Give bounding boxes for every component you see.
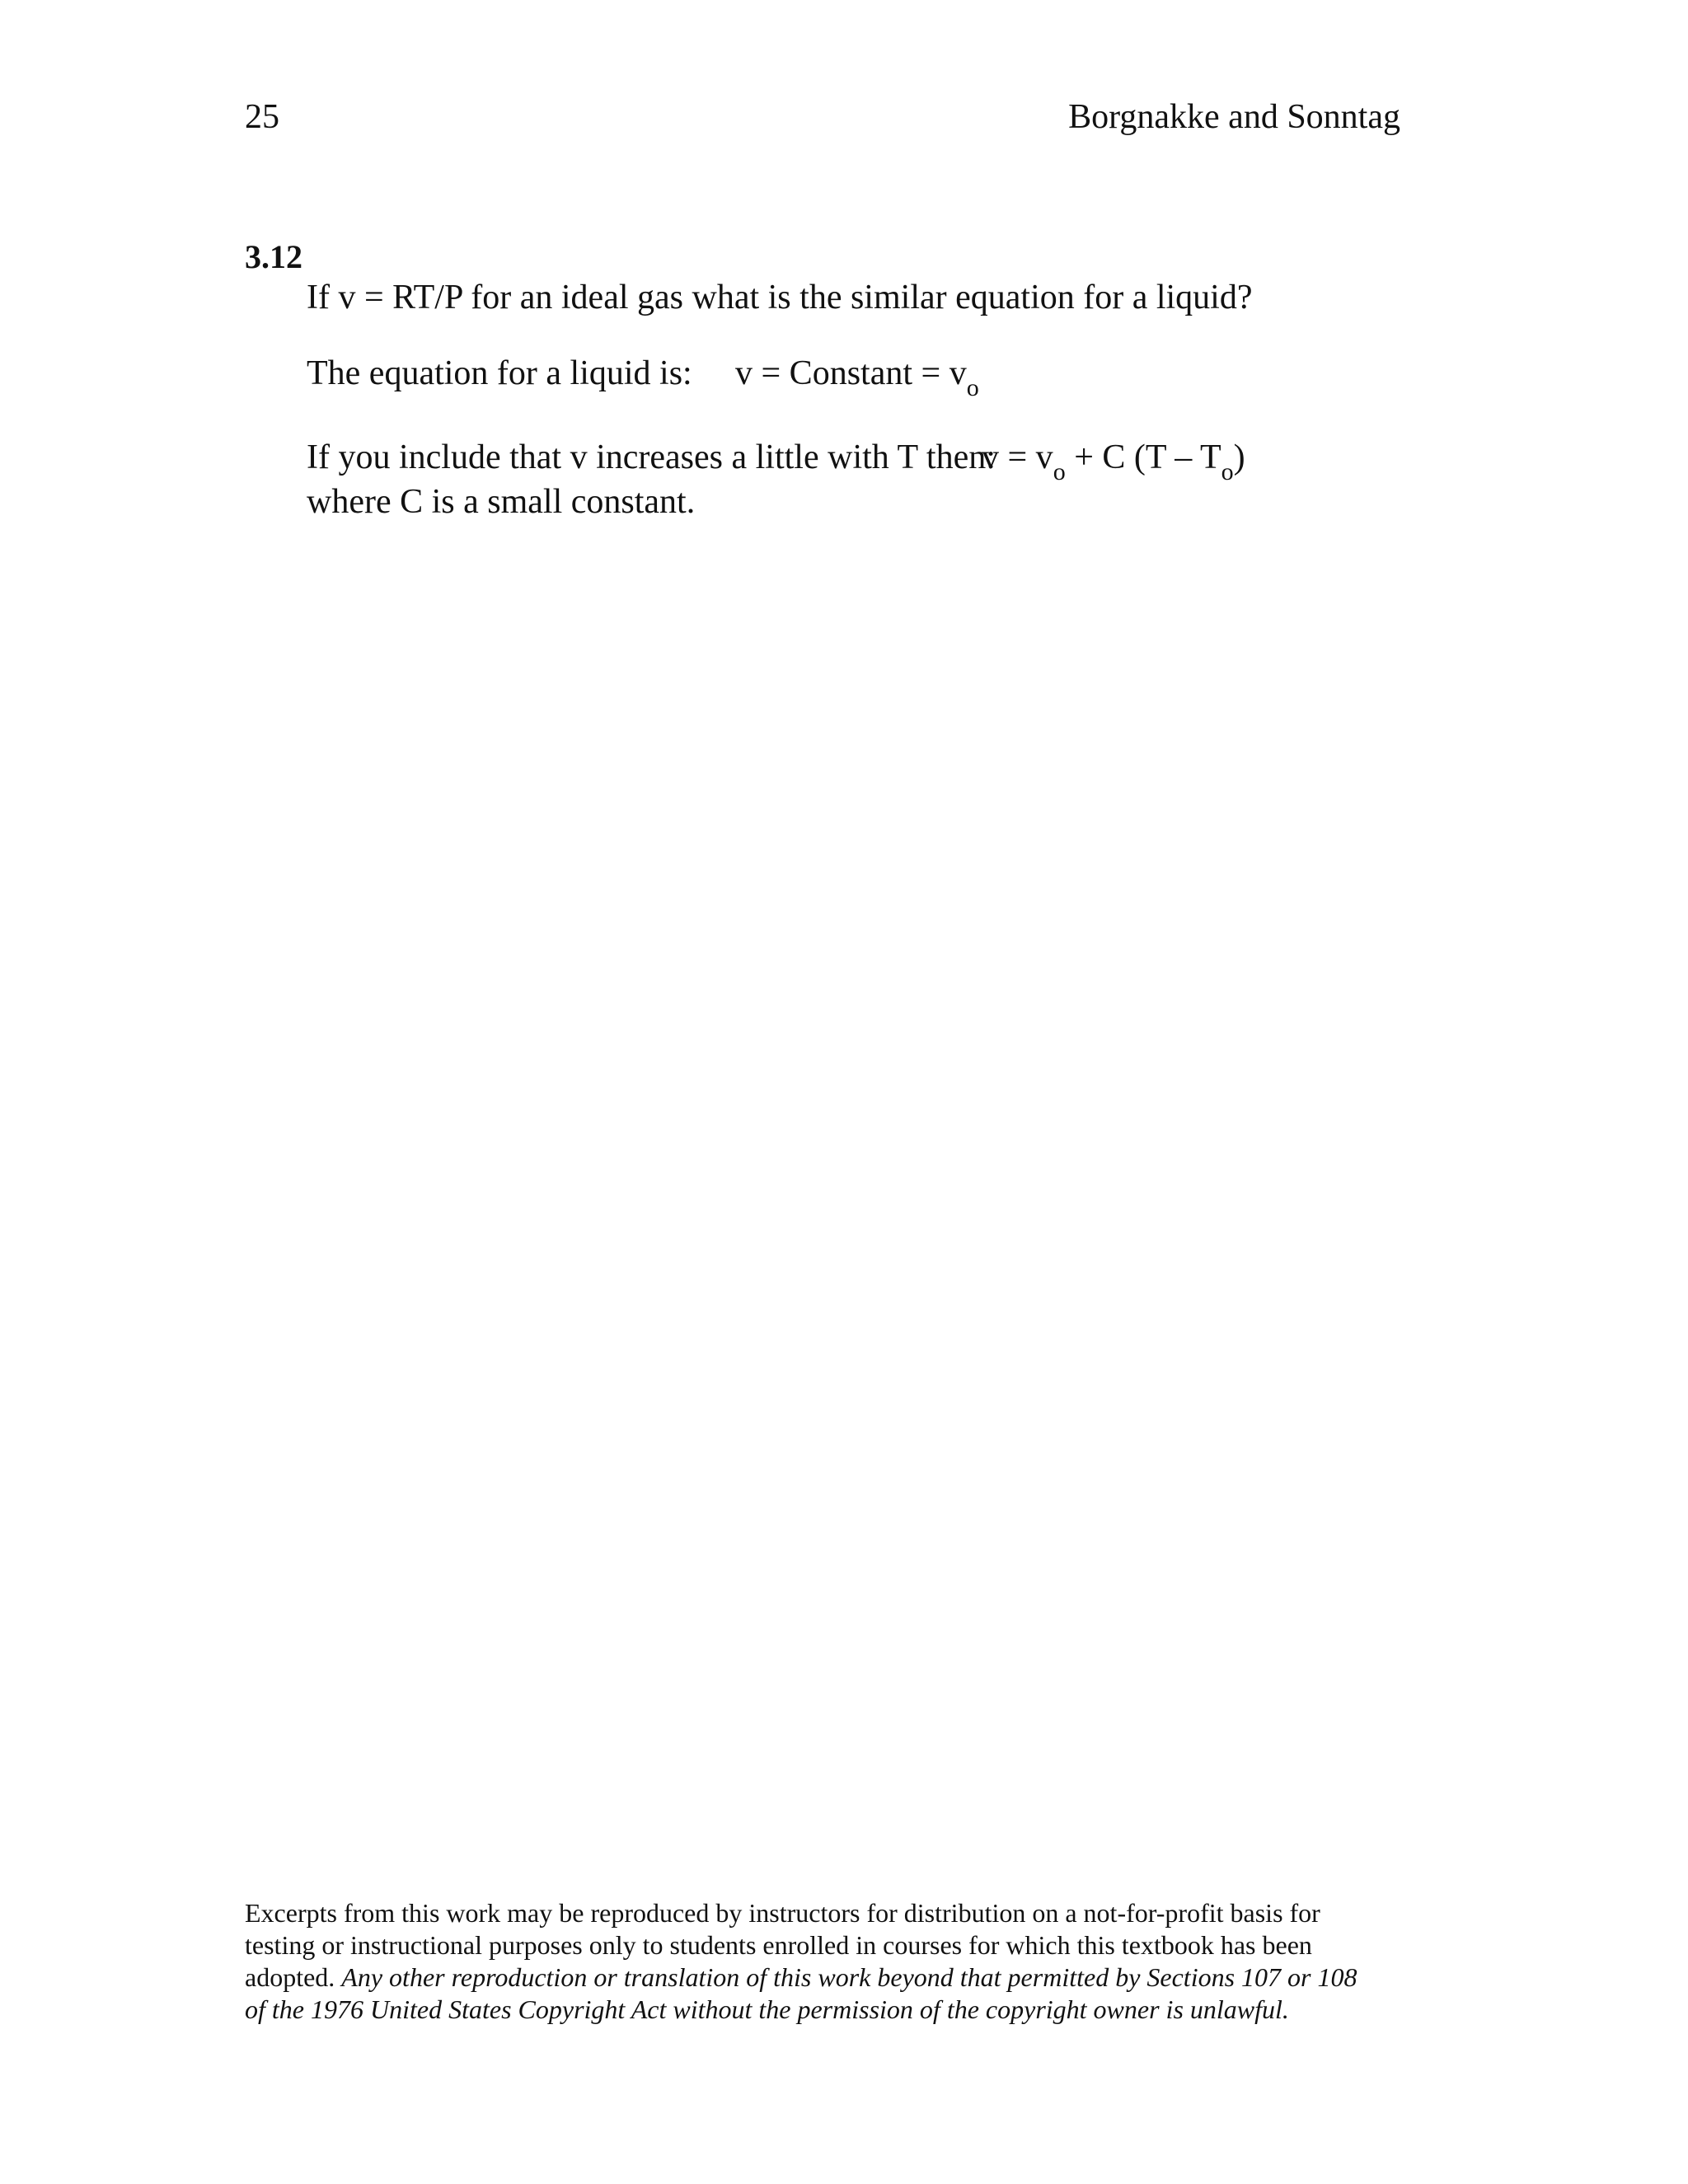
- temperature-equation-part3: ): [1233, 438, 1245, 476]
- footer-line-4: [245, 1994, 1415, 2026]
- temperature-equation-sub1: o: [1053, 458, 1066, 485]
- temperature-equation: [982, 438, 1245, 485]
- running-head: Borgnakke and Sonntag: [1068, 98, 1400, 136]
- page-number: 25: [245, 98, 279, 136]
- liquid-equation-label: The equation for a liquid is:: [307, 354, 692, 392]
- where-line: where C is a small constant.: [307, 483, 696, 521]
- footer-line-3-plain: adopted.: [245, 1962, 342, 1992]
- temperature-equation-part1: v = v: [982, 438, 1053, 476]
- temperature-equation-part2: + C (T – T: [1065, 438, 1221, 476]
- liquid-equation: [735, 354, 979, 401]
- copyright-footer: [245, 1897, 1415, 2026]
- temperature-equation-sub2: o: [1221, 458, 1234, 485]
- footer-line-2: testing or instructional purposes only to students enrolled in courses for which this textbook has been: [245, 1930, 1312, 1960]
- question-text: If v = RT/P for an ideal gas what is the similar equation for a liquid?: [307, 279, 1253, 316]
- liquid-equation-subscript: o: [966, 374, 979, 401]
- liquid-equation-main: v = Constant = v: [735, 354, 967, 392]
- temperature-sentence: If you include that v increases a little with T then:: [307, 438, 996, 476]
- footer-line-4-italic: of the 1976 United States Copyright Act without the permission of the copyright owner is unlawful.: [245, 1994, 1289, 2024]
- footer-line-3: [245, 1961, 1415, 1994]
- problem-number: 3.12: [245, 238, 302, 275]
- footer-line-3-italic: Any other reproduction or translation of this work beyond that permitted by Sections 107 or 108: [341, 1962, 1357, 1992]
- footer-line-1: Excerpts from this work may be reproduced by instructors for distribution on a not-for-profit basis for: [245, 1898, 1320, 1928]
